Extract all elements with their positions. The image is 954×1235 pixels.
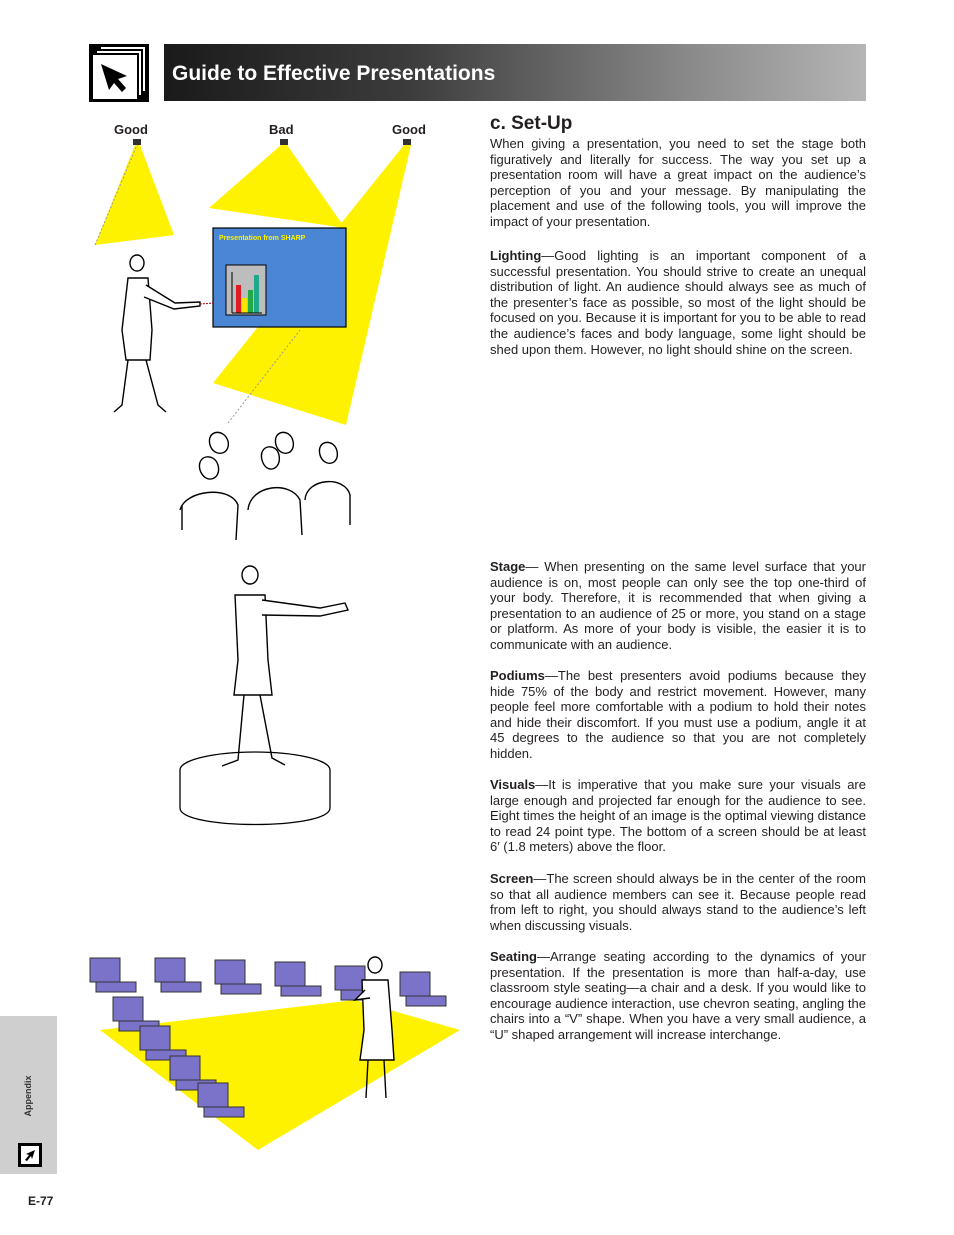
cursor-arrow-icon-small — [18, 1143, 42, 1167]
stage-text: — When presenting on the same level surface that your audience is on, most people can only see the top one-third of your body. Therefore, it is recommended that when giving a presentation to an audience of 25 or more, you stand on a stage or platform. As more of your body is visible, the easier it is to communicate with an audience. — [490, 559, 866, 652]
appendix-label: Appendix — [23, 1075, 33, 1117]
seating-paragraph — [490, 949, 866, 1043]
lighting-term: Lighting — [490, 248, 542, 263]
seating-term: Seating — [490, 949, 537, 964]
screen-paragraph — [490, 871, 866, 933]
podiums-term: Podiums — [490, 668, 545, 683]
light-label-good-right: Good — [392, 122, 426, 137]
visuals-paragraph — [490, 777, 866, 855]
seating-text: —Arrange seating according to the dynamics of your presentation. If the presentation is more than half-a-day, use classroom style seating—a chair and a desk. If you would like to encourage audience interaction, use chevron seating, angling the chairs into a “V” shape. When you have a very small audience, a “U” shaped arrangement will increase interchange. — [490, 949, 866, 1042]
side-tab — [0, 1016, 57, 1174]
page-title: Guide to Effective Presentations — [172, 62, 496, 85]
screen-text: —The screen should always be in the center of the room so that all audience members can see it. Because people read from left to right, you should always stand to the audience’s left when discussing visuals. — [490, 871, 866, 933]
podiums-text: —The best presenters avoid podiums because they hide 75% of the body and restrict movement. However, many people feel more comfortable with a podium to hold their notes and hide their discomfort. If you must use a podium, angle it at 45 degrees to the audience so that you are not completely hidden. — [490, 668, 866, 761]
screen-caption: Presentation from SHARP — [219, 235, 306, 242]
light-label-good-left: Good — [114, 122, 148, 137]
stage-term: Stage — [490, 559, 526, 574]
seating-illustration — [0, 0, 470, 1160]
visuals-text: —It is imperative that you make sure your visuals are large enough and projected far enough for the audience to see. Eight times the height of an image is the optimal viewing distance to read 24 point type. The bottom of a screen should be at least 6′ (1.8 meters) above the floor. — [490, 777, 866, 855]
visuals-term: Visuals — [490, 777, 536, 792]
lighting-paragraph — [490, 248, 866, 357]
podiums-paragraph — [490, 668, 866, 762]
lighting-text: —Good lighting is an important component of a successful presentation. You should strive to create an unequal distribution of light. An audience should always see as much of the presenter’s face as possible, so most of the light should be focused on you. Because it is important for you to be able to read the audience’s faces and body language, some light should be shed upon them. However, no light should shine on the screen. — [490, 248, 866, 357]
stage-paragraph — [490, 559, 866, 653]
section-heading: c. Set-Up — [490, 113, 573, 134]
screen-term: Screen — [490, 871, 534, 886]
light-label-bad: Bad — [269, 122, 294, 137]
page-number: E-77 — [28, 1194, 54, 1208]
intro-paragraph: When giving a presentation, you need to set the stage both figuratively and literally for success. The way you set up a presentation room will have a great impact on the audience’s perception of you and your message. By manipulating the placement and use of the following tools, you will improve the impact of your presentation. — [490, 136, 866, 229]
